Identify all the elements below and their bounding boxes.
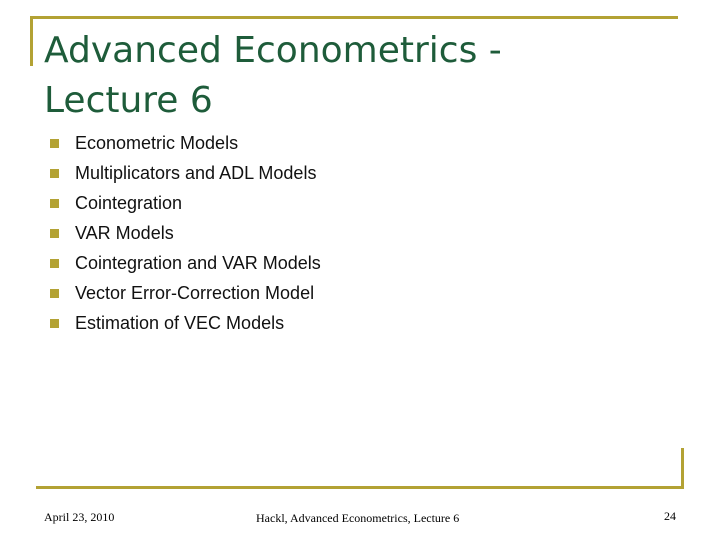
bullet-item	[44, 218, 321, 248]
square-bullet-icon	[50, 139, 59, 148]
bullet-item	[44, 278, 321, 308]
square-bullet-icon	[50, 319, 59, 328]
bullet-item	[44, 158, 321, 188]
bullet-item	[44, 188, 321, 218]
slide-title-line-2: Lecture 6	[44, 80, 213, 121]
footer-title: Hackl, Advanced Econometrics, Lecture 6	[256, 511, 460, 525]
square-bullet-icon	[50, 289, 59, 298]
bullet-text: Cointegration and VAR Models	[75, 252, 321, 273]
bullet-item	[44, 248, 321, 278]
square-bullet-icon	[50, 259, 59, 268]
square-bullet-icon	[50, 229, 59, 238]
square-bullet-icon	[50, 169, 59, 178]
footer-date: April 23, 2010	[44, 510, 115, 524]
bullet-list	[44, 128, 321, 338]
page-number: 24	[664, 509, 676, 523]
bullet-item	[44, 128, 321, 158]
frame-left-line	[30, 16, 33, 66]
bullet-text: Econometric Models	[75, 132, 239, 153]
bullet-text: VAR Models	[75, 222, 174, 243]
bullet-text: Estimation of VEC Models	[75, 312, 285, 333]
bullet-item	[44, 308, 321, 338]
frame-bottom-line	[36, 486, 684, 489]
frame-right-line	[681, 448, 684, 489]
slide-title	[44, 26, 664, 126]
frame-top-line	[30, 16, 678, 19]
bullet-text: Cointegration	[75, 192, 183, 213]
slide-title-line-1: Advanced Econometrics -	[44, 30, 502, 71]
bullet-text: Vector Error-Correction Model	[75, 282, 315, 303]
bullet-text: Multiplicators and ADL Models	[75, 162, 317, 183]
square-bullet-icon	[50, 199, 59, 208]
